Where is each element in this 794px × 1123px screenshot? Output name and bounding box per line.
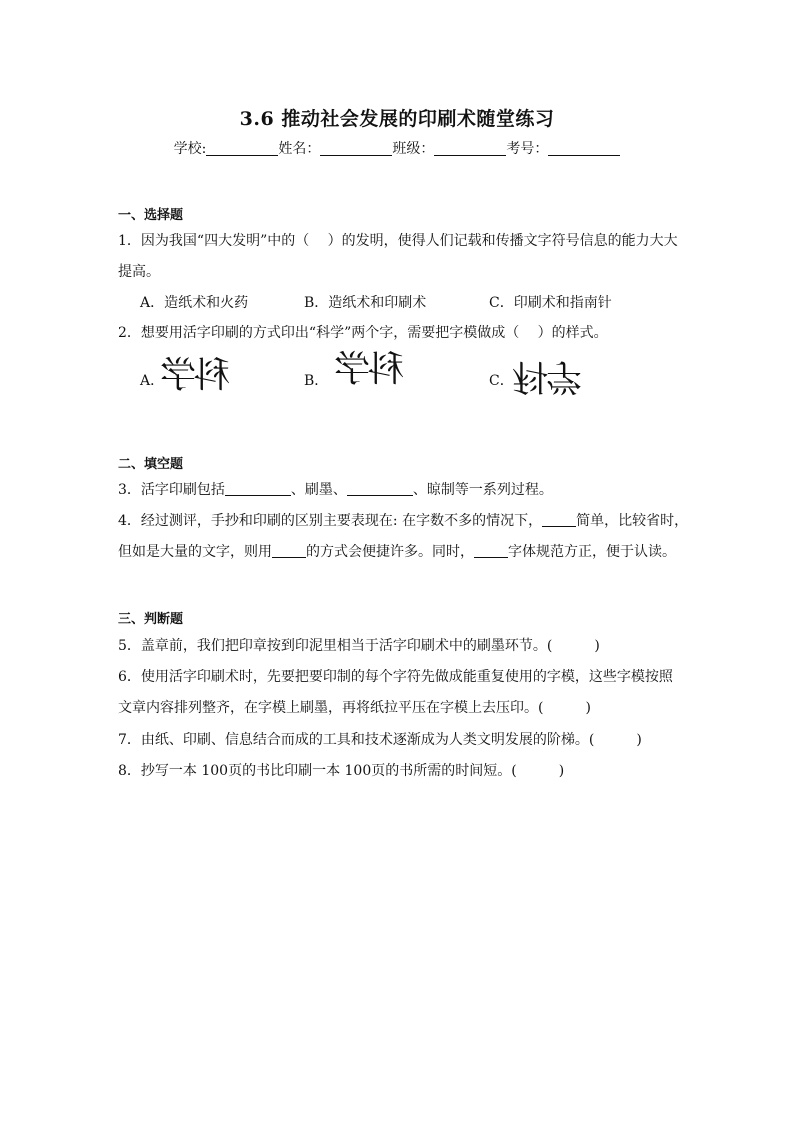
question-2-option-b-glyph — [336, 350, 404, 390]
number-label: 考号： — [506, 141, 549, 157]
flipped-glyph-c: 科学 — [512, 356, 581, 397]
question-2-option-c-glyph — [512, 356, 580, 396]
class-label: 班级： — [392, 141, 435, 157]
question-3-line: 3．活字印刷包括 、刷墨、 、晾制等一系列过程。 — [118, 482, 553, 498]
student-info-line — [0, 138, 794, 158]
question-4-blank-2[interactable] — [272, 544, 306, 558]
question-1-option-b[interactable]: B．造纸术和印刷术 — [304, 295, 427, 311]
number-blank[interactable] — [548, 141, 620, 156]
question-4-blank-1[interactable] — [542, 513, 576, 527]
question-1-option-c[interactable]: C．印刷术和指南针 — [489, 295, 612, 311]
question-3-blank-2[interactable] — [347, 482, 413, 496]
mirrored-glyph-b: 科学 — [336, 349, 405, 390]
name-label: 姓名： — [278, 141, 321, 157]
question-1-option-a[interactable]: A．造纸术和火药 — [140, 295, 249, 311]
question-1-line-2: 提高。 — [118, 264, 160, 280]
question-6-line-1: 6．使用活字印刷术时，先要把要印制的每个字符先做成能重复使用的字模，这些字模按照 — [118, 669, 673, 685]
question-2-option-a-glyph — [162, 356, 230, 396]
mirrored-glyph-a: 科学 — [162, 355, 231, 396]
page-title: 3.6 推动社会发展的印刷术随堂练习 — [239, 108, 555, 130]
question-7-line: 7．由纸、印刷、信息结合而成的工具和技术逐渐成为人类文明发展的阶梯。( ) — [118, 732, 642, 748]
question-4-blank-3[interactable] — [474, 544, 508, 558]
question-4-line-2: 但如是大量的文字，则用 的方式会便捷许多。同时， 字体规范方正，便于认读。 — [118, 544, 676, 560]
question-2-option-a-label[interactable]: A． — [140, 373, 165, 389]
section-heading-choice: 一、选择题 — [118, 208, 184, 223]
question-1-line-1: 1．因为我国“四大发明”中的（ ）的发明，使得人们记载和传播文字符号信息的能力大大 — [118, 233, 678, 249]
question-2-line: 2．想要用活字印刷的方式印出“科学”两个字，需要把字模做成（ ）的样式。 — [118, 325, 608, 341]
question-3-blank-1[interactable] — [225, 482, 291, 496]
question-4-line-1: 4．经过测评，手抄和印刷的区别主要表现在: 在字数不多的情况下， 简单，比较省时， — [118, 513, 689, 529]
section-heading-judge: 三、判断题 — [118, 612, 184, 627]
school-blank[interactable] — [206, 141, 278, 156]
school-label: 学校: — [173, 141, 207, 157]
question-8-line: 8．抄写一本 100页的书比印刷一本 100页的书所需的时间短。( ) — [118, 763, 565, 779]
name-blank[interactable] — [320, 141, 392, 156]
question-5-line: 5．盖章前，我们把印章按到印泥里相当于活字印刷术中的刷墨环节。( ) — [118, 638, 600, 654]
question-2-option-c-label[interactable]: C． — [489, 373, 514, 389]
section-heading-fill: 二、填空题 — [118, 457, 184, 472]
class-blank[interactable] — [434, 141, 506, 156]
question-6-line-2: 文章内容排列整齐，在字模上刷墨，再将纸拉平压在字模上去压印。( ) — [118, 700, 591, 716]
question-2-option-b-label[interactable]: B． — [304, 373, 329, 389]
